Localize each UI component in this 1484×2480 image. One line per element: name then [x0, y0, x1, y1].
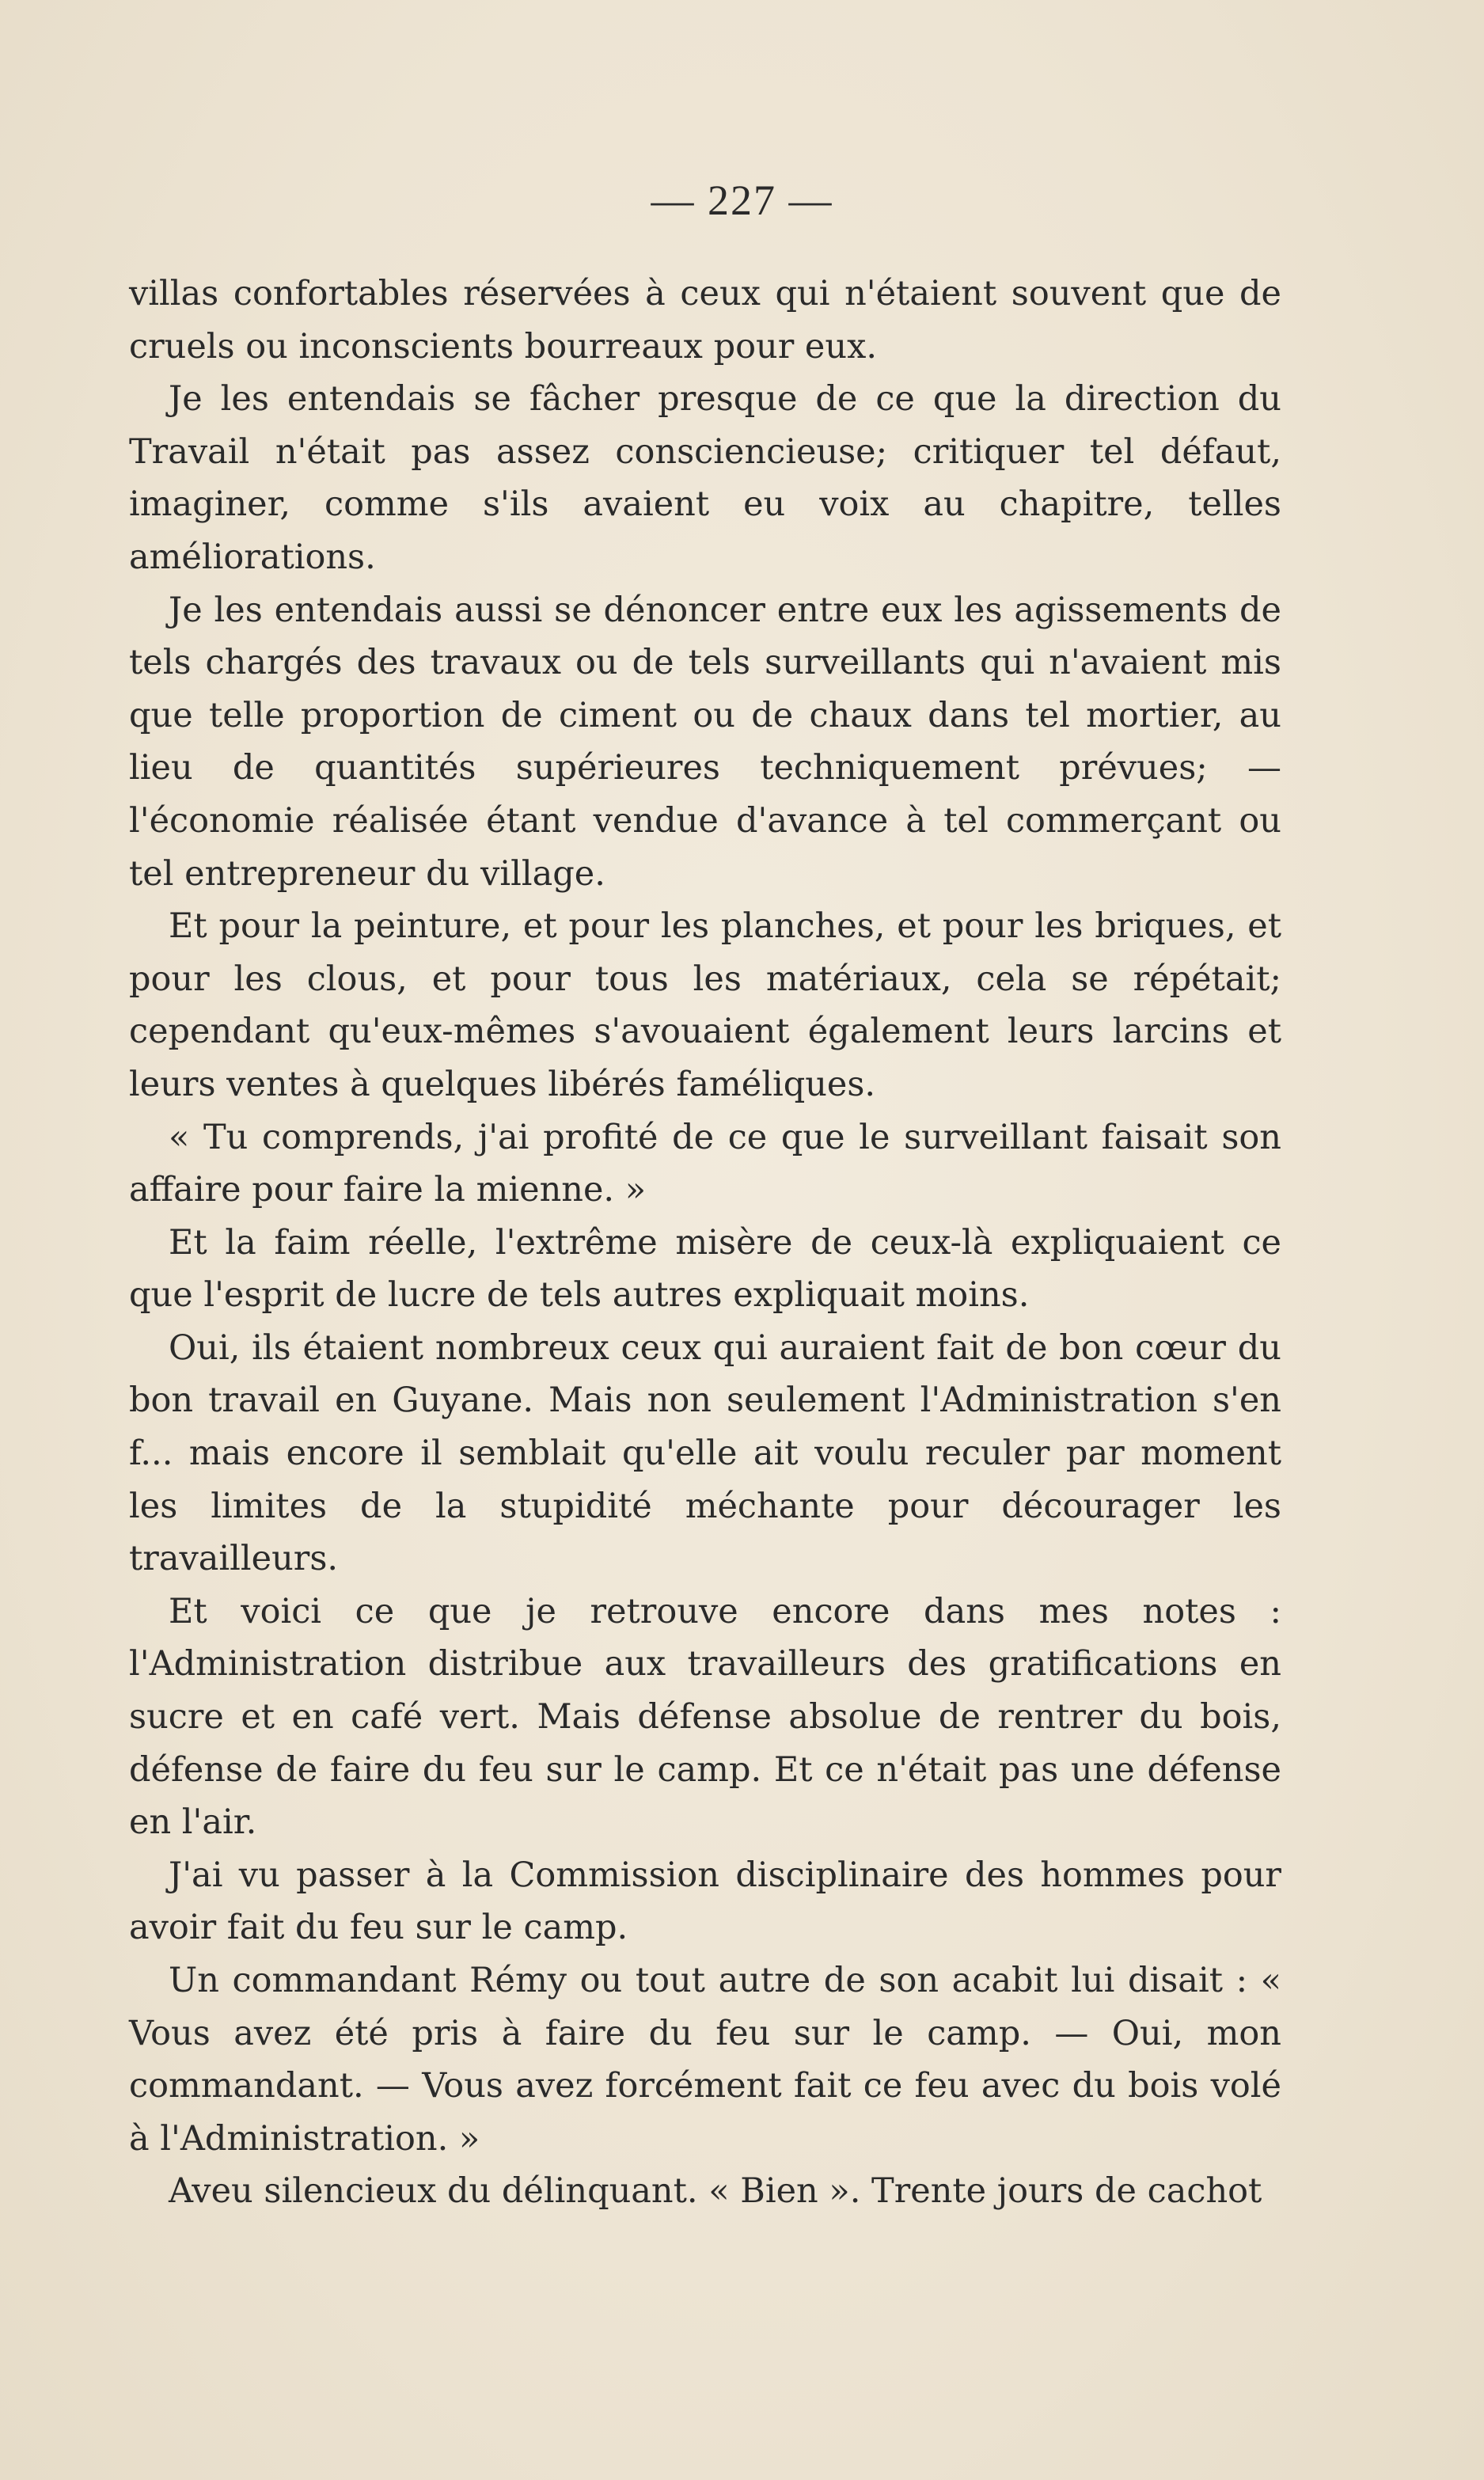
paragraph-8: Et voici ce que je retrouve encore dans mes notes : l'Administration distribue aux travailleurs des gratifications en sucre et en café vert. Mais défense absolue de rentrer du bois, défense de faire du feu sur le camp. Et ce n'était pas une défense en l'air. — [129, 1591, 1281, 1843]
paragraph-5: « Tu comprends, j'ai profité de ce que le surveillant faisait son affaire pour faire la mienne. » — [129, 1117, 1281, 1210]
paragraph-7: Oui, ils étaient nombreux ceux qui auraient fait de bon cœur du bon travail en Guyane. Mais non seulement l'Administration s'en f... mais encore il semblait qu'elle ait voulu reculer par moment les limites de la stupidité méchante pour décourager les travailleurs. — [129, 1327, 1281, 1579]
paragraph-6: Et la faim réelle, l'extrême misère de ceux-là expliquaient ce que l'esprit de lucre de tels autres expliquait moins. — [129, 1222, 1281, 1316]
paragraph-1: villas confortables réservées à ceux qui n'étaient souvent que de cruels ou inconscients bourreaux pour eux. — [129, 274, 1281, 366]
paragraph-9: J'ai vu passer à la Commission disciplinaire des hommes pour avoir fait du feu sur le camp. — [129, 1855, 1281, 1948]
paragraph-3: Je les entendais aussi se dénoncer entre eux les agissements de tels chargés des travaux ou de tels surveillants qui n'avaient mis que telle proportion de ciment ou de chaux dans tel mortier, au lieu de quantités supérieures techniquement prévues; — l'économie réalisée étant vendue d'avance à tel commerçant ou tel entrepreneur du village. — [129, 590, 1281, 894]
page-body — [129, 268, 1281, 2218]
paragraph-2: Je les entendais se fâcher presque de ce que la direction du Travail n'était pas assez consciencieuse; critiquer tel défaut, imaginer, comme s'ils avaient eu voix au chapitre, telles améliorations. — [129, 379, 1281, 577]
paragraph-4: Et pour la peinture, et pour les planches, et pour les briques, et pour les clous, et pour tous les matériaux, cela se répétait; cependant qu'eux-mêmes s'avouaient également leurs larcins et leurs ventes à quelques libérés faméliques. — [129, 906, 1281, 1104]
paragraph-10: Un commandant Rémy ou tout autre de son acabit lui disait : « Vous avez été pris à faire du feu sur le camp. — Oui, mon commandant. — Vous avez forcément fait ce feu avec du bois volé à l'Administration. » — [129, 1961, 1281, 2159]
paragraph-11: Aveu silencieux du délinquant. « Bien ». Trente jours de cachot — [169, 2171, 1262, 2212]
page-number-header: — 227 — — [651, 177, 833, 224]
